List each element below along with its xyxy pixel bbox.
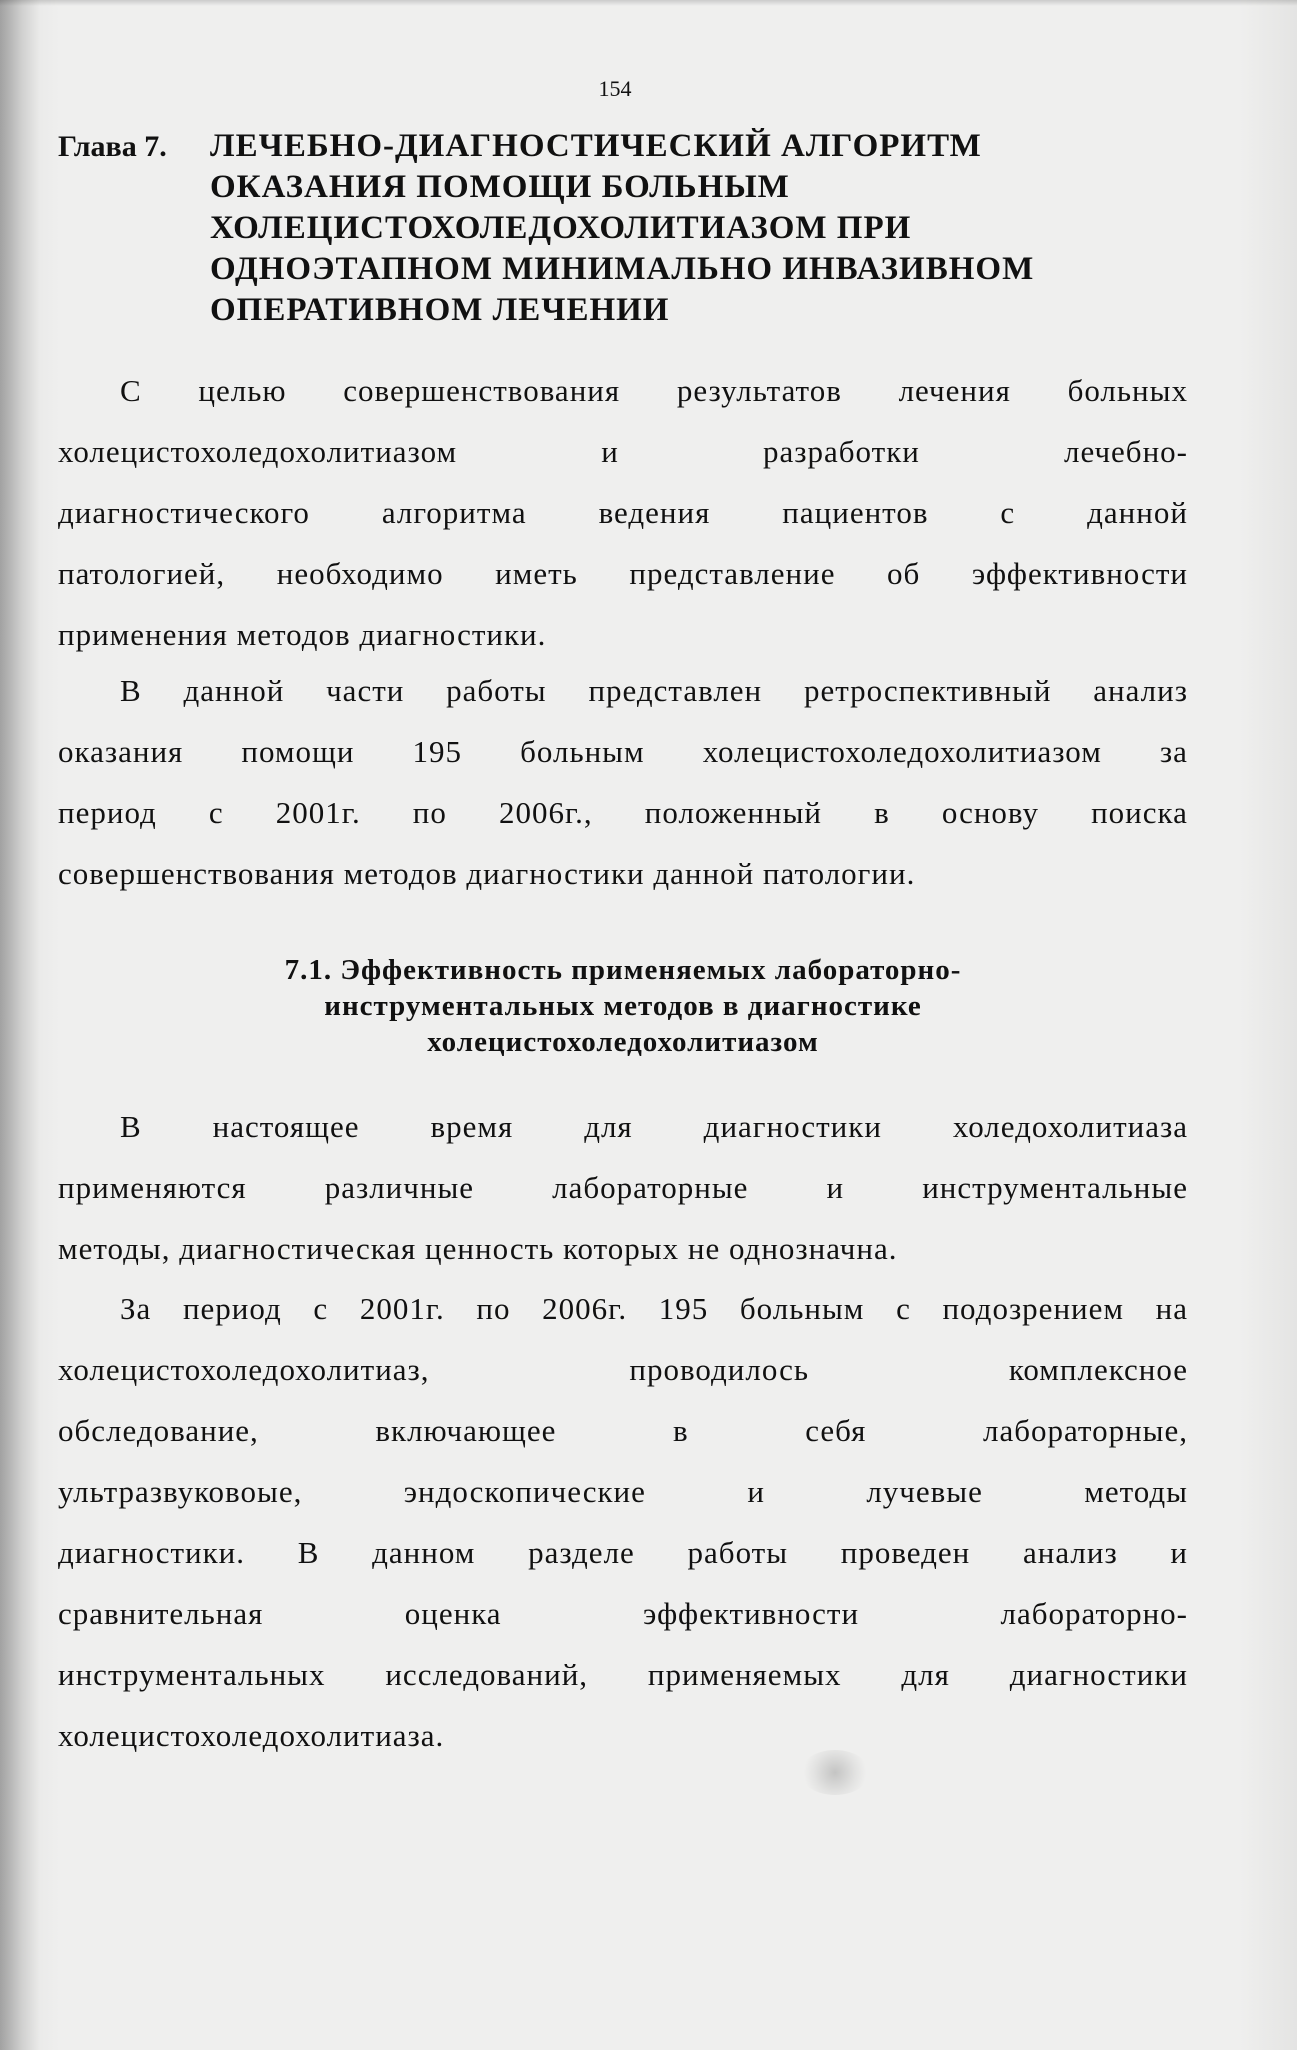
section-heading-line-1 bbox=[58, 952, 1188, 988]
section-title-line: Эффективность применяемых лабораторно- bbox=[340, 954, 962, 986]
paragraph-line: инструментальных исследований, применяемых для диагностики bbox=[58, 1657, 1188, 1692]
paragraph-line: совершенствования методов диагностики данной патологии. bbox=[58, 856, 916, 891]
paragraph bbox=[58, 1096, 1188, 1279]
paragraph-line: холецистохоледохолитиаз, проводилось комплексное bbox=[58, 1352, 1188, 1387]
paragraph-line: патологией, необходимо иметь представление об эффективности bbox=[58, 556, 1188, 591]
paragraph-line: диагностического алгоритма ведения пациентов с данной bbox=[58, 495, 1188, 530]
paragraph-line: ультразвуковоые, эндоскопические и лучевые методы bbox=[58, 1474, 1188, 1509]
binding-shadow bbox=[0, 0, 40, 2050]
scan-smudge bbox=[800, 1750, 870, 1795]
chapter-title-line: ОКАЗАНИЯ ПОМОЩИ БОЛЬНЫМ bbox=[210, 169, 790, 205]
section-title-line: холецистохоледохолитиазом bbox=[427, 1026, 819, 1058]
paragraph-line: применяются различные лабораторные и инструментальные bbox=[58, 1170, 1188, 1205]
paragraph-line: За период с 2001г. по 2006г. 195 больным с подозрением на bbox=[120, 1291, 1188, 1326]
paragraph bbox=[58, 1278, 1188, 1766]
chapter-title-line: ОПЕРАТИВНОМ ЛЕЧЕНИИ bbox=[210, 292, 670, 328]
paragraph-line: С целью совершенствования результатов лечения больных bbox=[120, 373, 1188, 408]
chapter-label: Глава 7. bbox=[58, 130, 167, 163]
paragraph-line: диагностики. В данном разделе работы проведен анализ и bbox=[58, 1535, 1188, 1570]
paragraph-line: холецистохоледохолитиазом и разработки лечебно- bbox=[58, 434, 1188, 469]
chapter-title bbox=[210, 126, 1190, 331]
section-heading bbox=[58, 952, 1188, 1060]
paragraph-line: В данной части работы представлен ретроспективный анализ bbox=[120, 673, 1188, 708]
paragraph-line: методы, диагностическая ценность которых не однозначна. bbox=[58, 1231, 898, 1266]
top-edge-shadow bbox=[0, 0, 1297, 6]
section-number: 7.1. bbox=[284, 954, 333, 986]
paragraph-line: сравнительная оценка эффективности лабораторно- bbox=[58, 1596, 1188, 1631]
paragraph bbox=[58, 360, 1188, 665]
chapter-title-line: ОДНОЭТАПНОМ МИНИМАЛЬНО ИНВАЗИВНОМ bbox=[210, 251, 1035, 287]
paragraph-line: холецистохоледохолитиаза. bbox=[58, 1718, 445, 1753]
paragraph-line: оказания помощи 195 больным холецистохоледохолитиазом за bbox=[58, 734, 1188, 769]
paragraph-line: В настоящее время для диагностики холедохолитиаза bbox=[120, 1109, 1188, 1144]
paragraph-line: применения методов диагностики. bbox=[58, 617, 547, 652]
paragraph bbox=[58, 660, 1188, 904]
page-number: 154 bbox=[598, 76, 632, 101]
chapter-title-line: ЛЕЧЕБНО-ДИАГНОСТИЧЕСКИЙ АЛГОРИТМ bbox=[210, 128, 982, 164]
section-title-line: инструментальных методов в диагностике bbox=[324, 990, 922, 1022]
paragraph-line: обследование, включающее в себя лабораторные, bbox=[58, 1413, 1188, 1448]
paragraph-line: период с 2001г. по 2006г., положенный в основу поиска bbox=[58, 795, 1188, 830]
chapter-title-line: ХОЛЕЦИСТОХОЛЕДОХОЛИТИАЗОМ ПРИ bbox=[210, 210, 912, 246]
